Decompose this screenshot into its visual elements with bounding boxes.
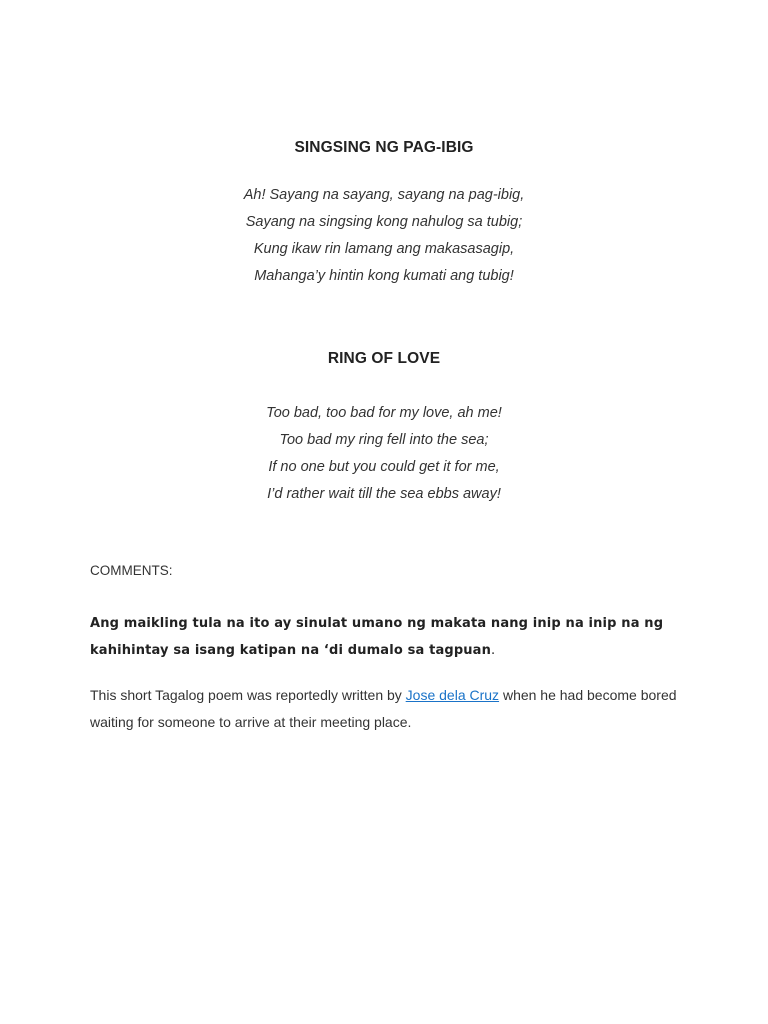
poem-line: If no one but you could get it for me, — [268, 459, 500, 475]
tagalog-comment-paragraph — [90, 610, 680, 664]
english-comment-text-after: when he had become bored waiting for someone to arrive at their meeting place. — [90, 687, 677, 730]
poem-line: Too bad, too bad for my love, ah me! — [266, 405, 502, 421]
tagalog-comment-period: . — [491, 643, 496, 658]
poem-line: Mahanga’y hintin kong kumati ang tubig! — [254, 268, 514, 284]
poem-english — [0, 405, 768, 513]
english-comment-text-before: This short Tagalog poem was reportedly written by — [90, 687, 406, 703]
author-link[interactable]: Jose dela Cruz — [405, 687, 500, 703]
poem-tagalog — [0, 187, 768, 295]
english-comment-paragraph — [90, 682, 680, 736]
poem-line: I’d rather wait till the sea ebbs away! — [267, 486, 501, 502]
tagalog-comment-line-2: kahihintay sa isang katipan na ‘di dumalo sa tagpuan — [90, 643, 492, 658]
poem-title-english: RING OF LOVE — [327, 350, 441, 367]
poem-line: Too bad my ring fell into the sea; — [279, 432, 489, 448]
tagalog-comment-line-1: Ang maikling tula na ito ay sinulat umano ng makata nang inip na inip na ng — [90, 616, 664, 631]
poem-title-tagalog: SINGSING NG PAG-IBIG — [294, 139, 474, 156]
poem-line: Sayang na singsing kong nahulog sa tubig; — [245, 214, 523, 230]
comments-heading: COMMENTS: — [90, 563, 173, 578]
poem-line: Ah! Sayang na sayang, sayang na pag-ibig, — [243, 187, 525, 203]
poem-line: Kung ikaw rin lamang ang makasasagip, — [253, 241, 515, 257]
